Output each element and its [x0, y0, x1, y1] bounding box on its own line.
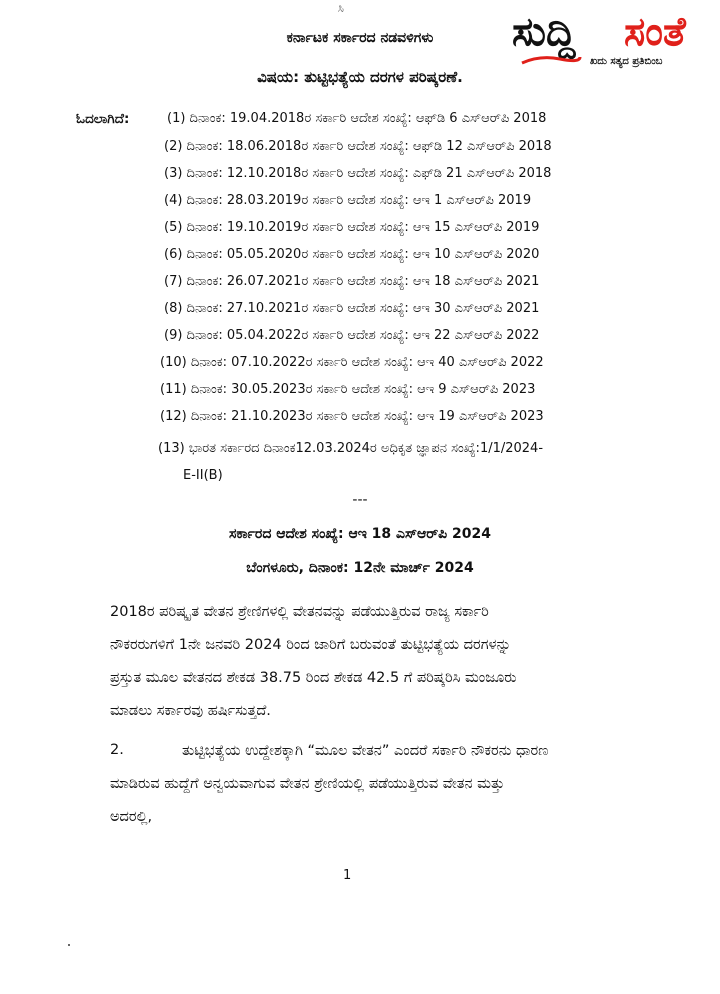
para1-line-4: ಮಾಡಲು ಸರ್ಕಾರವು ಹರ್ಷಿಸುತ್ತದೆ. — [110, 703, 271, 719]
document-subject: ವಿಷಯ: ತುಟ್ಟಿಭತ್ಯೆಯ ದರಗಳ ಪರಿಷ್ಕರಣೆ. — [257, 68, 463, 86]
reference-item-13: (13) ಭಾರತ ಸರ್ಕಾರದ ದಿನಾಂಕ12.03.2024ರ ಅಧಿಕೃತ ಜ್ಞಾಪನ ಸಂಖ್ಯೆ:1/1/2024- — [158, 441, 544, 456]
reference-item-6: (6) ದಿನಾಂಕ: 05.05.2020ರ ಸರ್ಕಾರಿ ಆದೇಶ ಸಂಖ್ಯೆ: ಆಇ 10 ಎಸ್‌ಆರ್‌ಪಿ 2020 — [164, 247, 540, 262]
reference-item-2: (2) ದಿನಾಂಕ: 18.06.2018ರ ಸರ್ಕಾರಿ ಆದೇಶ ಸಂಖ್ಯೆ: ಆಫ್‌ಡಿ 12 ಎಸ್‌ಆರ್‌ಪಿ 2018 — [164, 139, 552, 154]
top-mark: ಸಿ — [338, 2, 344, 15]
para2-line-1: ತುಟ್ಟಿಭತ್ಯೆಯ ಉದ್ದೇಶಕ್ಕಾಗಿ “ಮೂಲ ವೇತನ” ಎಂದರೆ ಸರ್ಕಾರಿ ನೌಕರನು ಧಾರಣ — [182, 743, 549, 759]
reference-13-continuation: E-II(B) — [183, 468, 223, 483]
order-number: ಸರ್ಕಾರದ ಆದೇಶ ಸಂಖ್ಯೆ: ಆಇ 18 ಎಸ್‌ಆರ್‌ಪಿ 2024 — [229, 526, 491, 542]
logo-word-1: ಸುದ್ದಿ — [512, 9, 576, 55]
logo-swoosh-icon — [520, 54, 582, 66]
logo-tagline: ಖದು ಸತ್ಯದ ಪ್ರತಿಬಿಂಬ — [590, 56, 663, 67]
place-date: ಬೆಂಗಳೂರು, ದಿನಾಂಕ: 12ನೇ ಮಾರ್ಚ್ 2024 — [246, 560, 474, 576]
references-label: ಓದಲಾಗಿದೆ: — [76, 111, 130, 127]
para2-line-2: ಮಾಡಿರುವ ಹುದ್ದೆಗೆ ಅನ್ವಯವಾಗುವ ವೇತನ ಶ್ರೇಣಿಯಲ್ಲಿ ಪಡೆಯುತ್ತಿರುವ ವೇತನ ಮತ್ತು — [110, 776, 505, 792]
reference-item-5: (5) ದಿನಾಂಕ: 19.10.2019ರ ಸರ್ಕಾರಿ ಆದೇಶ ಸಂಖ್ಯೆ: ಆಇ 15 ಎಸ್‌ಆರ್‌ಪಿ 2019 — [164, 220, 540, 235]
para2-number: 2. — [110, 742, 124, 758]
para1-line-3: ಪ್ರಸ್ತುತ ಮೂಲ ವೇತನದ ಶೇಕಡ 38.75 ರಿಂದ ಶೇಕಡ 42.5 ಗೆ ಪರಿಷ್ಕರಿಸಿ ಮಂಜೂರು — [110, 670, 517, 686]
reference-item-11: (11) ದಿನಾಂಕ: 30.05.2023ರ ಸರ್ಕಾರಿ ಆದೇಶ ಸಂಖ್ಯೆ: ಆಇ 9 ಎಸ್‌ಆರ್‌ಪಿ 2023 — [160, 382, 536, 397]
para2-line-3: ಅದರಲ್ಲಿ, — [110, 809, 153, 825]
reference-item-8: (8) ದಿನಾಂಕ: 27.10.2021ರ ಸರ್ಕಾರಿ ಆದೇಶ ಸಂಖ್ಯೆ: ಆಇ 30 ಎಸ್‌ಆರ್‌ಪಿ 2021 — [164, 301, 540, 316]
separator: --- — [352, 492, 368, 508]
reference-item-10: (10) ದಿನಾಂಕ: 07.10.2022ರ ಸರ್ಕಾರಿ ಆದೇಶ ಸಂಖ್ಯೆ: ಆಇ 40 ಎಸ್‌ಆರ್‌ಪಿ 2022 — [160, 355, 544, 370]
reference-item-12: (12) ದಿನಾಂಕ: 21.10.2023ರ ಸರ್ಕಾರಿ ಆದೇಶ ಸಂಖ್ಯೆ: ಆಇ 19 ಎಸ್‌ಆರ್‌ಪಿ 2023 — [160, 409, 544, 424]
reference-item-7: (7) ದಿನಾಂಕ: 26.07.2021ರ ಸರ್ಕಾರಿ ಆದೇಶ ಸಂಖ್ಯೆ: ಆಇ 18 ಎಸ್‌ಆರ್‌ಪಿ 2021 — [164, 274, 540, 289]
para1-line-2: ನೌಕರರುಗಳಿಗೆ 1ನೇ ಜನವರಿ 2024 ರಿಂದ ಜಾರಿಗೆ ಬರುವಂತೆ ತುಟ್ಟಿಭತ್ಯೆಯ ದರಗಳನ್ನು — [110, 637, 512, 653]
scan-dot — [68, 944, 70, 946]
para1-line-1: 2018ರ ಪರಿಷ್ಕೃತ ವೇತನ ಶ್ರೇಣಿಗಳಲ್ಲಿ ವೇತನವನ್ನು ಪಡೆಯುತ್ತಿರುವ ರಾಜ್ಯ ಸರ್ಕಾರಿ — [110, 604, 489, 620]
reference-item-9: (9) ದಿನಾಂಕ: 05.04.2022ರ ಸರ್ಕಾರಿ ಆದೇಶ ಸಂಖ್ಯೆ: ಆಇ 22 ಎಸ್‌ಆರ್‌ಪಿ 2022 — [164, 328, 540, 343]
logo-word-2: ಸಂತೆ — [624, 9, 686, 55]
reference-item-4: (4) ದಿನಾಂಕ: 28.03.2019ರ ಸರ್ಕಾರಿ ಆದೇಶ ಸಂಖ್ಯೆ: ಆಇ 1 ಎಸ್‌ಆರ್‌ಪಿ 2019 — [164, 193, 532, 208]
page-number: 1 — [343, 868, 352, 883]
document-header: ಕರ್ನಾಟಕ ಸರ್ಕಾರದ ನಡವಳಿಗಳು — [286, 30, 434, 46]
reference-item-3: (3) ದಿನಾಂಕ: 12.10.2018ರ ಸರ್ಕಾರಿ ಆದೇಶ ಸಂಖ್ಯೆ: ಎಫ್‌ಡಿ 21 ಎಸ್‌ಆರ್‌ಪಿ 2018 — [164, 166, 552, 181]
reference-item-1: (1) ದಿನಾಂಕ: 19.04.2018ರ ಸರ್ಕಾರಿ ಆದೇಶ ಸಂಖ್ಯೆ: ಆಫ್‌ಡಿ 6 ಎಸ್‌ಆರ್‌ಪಿ 2018 — [167, 111, 547, 126]
